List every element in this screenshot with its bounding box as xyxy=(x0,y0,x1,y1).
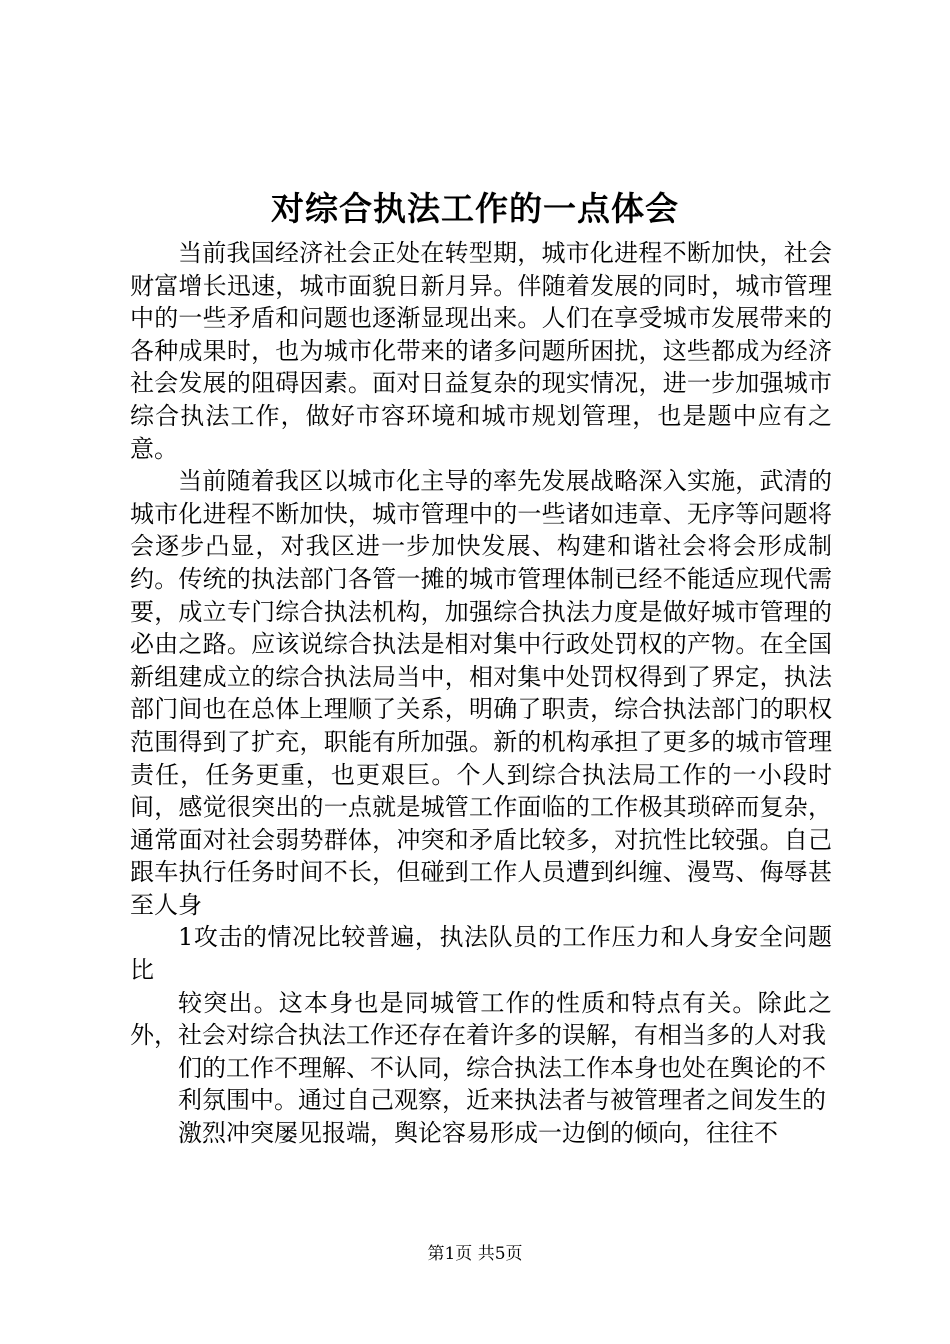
paragraph: 利氛围中。通过自己观察，近来执法者与被管理者之间发生的 xyxy=(178,1086,826,1115)
paragraph: 当前我国经济社会正处在转型期，城市化进程不断加快，社会财富增长迅速，城市面貌日新月异。伴随着发展的同时，城市管理中的一些矛盾和问题也逐渐显现出来。人们在享受城市发展带来的各种成果时，也为城市化带来的诸多问题所困扰，这些都成为经济社会发展的阻碍因素。面对日益复杂的现实情况，进一步加强城市综合执法工作，做好市容环境和城市规划管理，也是题中应有之意。 xyxy=(130,239,832,463)
page-number-footer: 第1页 共5页 xyxy=(427,1244,523,1264)
document-title: 对综合执法工作的一点体会 xyxy=(271,189,679,228)
paragraph: 当前随着我区以城市化主导的率先发展战略深入实施，武清的城市化进程不断加快，城市管理中的一些诸如违章、无序等问题将会逐步凸显，对我区进一步加快发展、构建和谐社会将会形成制约。传统的执法部门各管一摊的城市管理体制已经不能适应现代需要，成立专门综合执法机构，加强综合执法力度是做好城市管理的必由之路。应该说综合执法是相对集中行政处罚权的产物。在全国新组建成立的综合执法局当中，相对集中处罚权得到了界定，执法部门间也在总体上理顺了关系，明确了职责，综合执法部门的职权范围得到了扩充，职能有所加强。新的机构承担了更多的城市管理责任，任务更重，也更艰巨。个人到综合执法局工作的一小段时间，感觉很突出的一点就是城管工作面临的工作极其琐碎而复杂，通常面对社会弱势群体，冲突和矛盾比较多，对抗性比较强。自己跟车执行任务时间不长，但碰到工作人员遭到纠缠、漫骂、侮辱甚至人身 xyxy=(130,467,832,919)
document-body xyxy=(130,237,832,1150)
paragraph: 1攻击的情况比较普遍，执法队员的工作压力和人身安全问题比 xyxy=(130,923,832,985)
paragraph: 们的工作不理解、不认同，综合执法工作本身也处在舆论的不 xyxy=(178,1053,826,1082)
paragraph: 较突出。这本身也是同城管工作的性质和特点有关。除此之外，社会对综合执法工作还存在着许多的误解，有相当多的人对我 xyxy=(130,988,832,1050)
paragraph: 激烈冲突屡见报端，舆论容易形成一边倒的倾向，往往不 xyxy=(178,1119,778,1148)
